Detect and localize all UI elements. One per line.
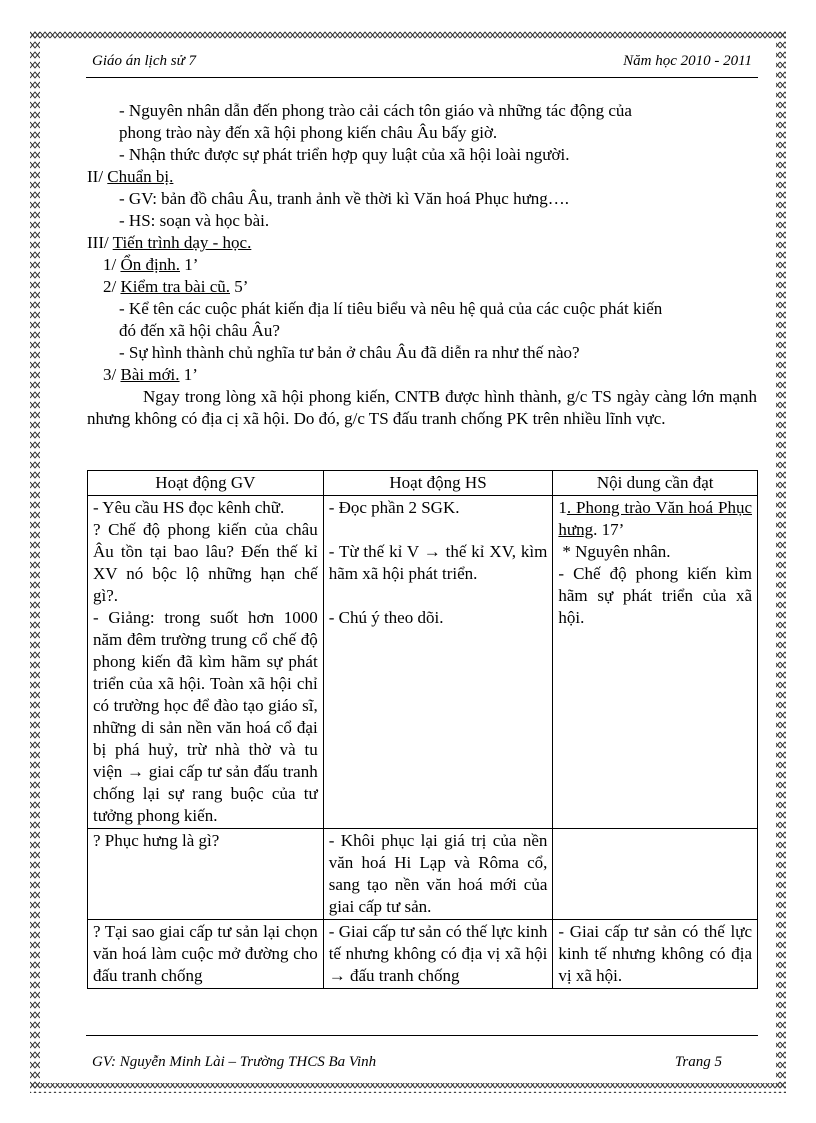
intro-line-1b: phong trào này đến xã hội phong kiến châu Âu bấy giờ. <box>119 123 498 142</box>
gv-text: ? Chế độ phong kiến của châu Âu tồn tại bao lâu? Đến thế kỉ XV nó bộc lộ những hạn chế gì?. <box>93 520 318 605</box>
footer-divider <box>86 1035 758 1036</box>
content-subheading: * Nguyên nhân. <box>562 542 671 561</box>
cell-content <box>553 920 758 989</box>
cell-student <box>323 829 553 920</box>
content-section-title <box>558 497 752 541</box>
step-2-time: 5’ <box>230 277 249 296</box>
header-teacher-activity: Hoạt động GV <box>88 471 324 496</box>
page-header <box>92 53 752 73</box>
cell-student <box>323 496 553 829</box>
section-2-gv: - GV: bản đồ châu Âu, tranh ảnh về thời kì Văn hoá Phục hưng…. <box>119 189 570 208</box>
cell-teacher <box>88 920 324 989</box>
cell-student <box>323 920 553 989</box>
step-3-title: Bài mới. <box>120 365 180 384</box>
lesson-activity-table <box>87 470 758 989</box>
step-2-title: Kiểm tra bài cũ. <box>120 277 230 296</box>
section-3-number: III/ <box>87 233 113 252</box>
content-section-number: 1 <box>558 498 567 517</box>
section-2-title: Chuẩn bị. <box>107 167 174 186</box>
gv-text: - Yêu cầu HS đọc kênh chữ. <box>93 498 285 517</box>
content-text: - Giai cấp tư sản có thế lực kinh tế nhưng không có địa vị xã hội. <box>558 922 752 985</box>
gv-text: ? Phục hưng là gì? <box>93 831 220 850</box>
step-1-title: Ổn định. <box>120 255 180 274</box>
review-question-2: - Sự hình thành chủ nghĩa tư bản ở châu Âu đã diễn ra như thế nào? <box>119 343 580 362</box>
header-school-year: Năm học 2010 - 2011 <box>623 53 752 69</box>
intro-line-1a: - Nguyên nhân dẫn đến phong trào cải cách tôn giáo và những tác động của <box>119 101 632 120</box>
table-row <box>88 920 758 989</box>
review-question-1a: - Kể tên các cuộc phát kiến địa lí tiêu biểu và nêu hệ quả của các cuộc phát kiến <box>119 299 663 318</box>
step-3-number: 3/ <box>103 365 121 384</box>
header-divider <box>86 77 758 78</box>
header-subject: Giáo án lịch sử 7 <box>92 53 197 69</box>
gv-text: ? Tại sao giai cấp tư sản lại chọn văn hoá làm cuộc mở đường cho đấu tranh chống <box>93 922 318 985</box>
content-text: - Chế độ phong kiến kìm hãm sự phát triển của xã hội. <box>558 564 752 627</box>
cell-teacher <box>88 496 324 829</box>
step-1 <box>87 254 757 276</box>
step-2-number: 2/ <box>103 277 121 296</box>
header-content: Nội dung cần đạt <box>553 471 758 496</box>
cell-content <box>553 829 758 920</box>
step-3-time: 1’ <box>179 365 198 384</box>
gv-text: - Giảng: trong suốt hơn 1000 năm đêm trường trung cổ chế độ phong kiến đã kìm hãm sự phát triển của xã hội. Toàn xã hội chỉ có trường học để đào tạo giáo sĩ, những di sản nền văn hoá cổ đại bị phá huỷ, trừ nhà thờ và tu viện → giai cấp tư sản đấu tranh chống lại sự rang buộc của tư tưởng phong kiến. <box>93 608 318 825</box>
section-2-heading <box>87 166 757 188</box>
cell-teacher <box>88 829 324 920</box>
review-question-1b: đó đến xã hội châu Âu? <box>119 321 280 340</box>
page-footer <box>92 1054 722 1071</box>
header-student-activity: Hoạt động HS <box>323 471 553 496</box>
hs-text: - Từ thế kỉ V → thế kỉ XV, kìm hãm xã hội phát triển. <box>328 542 548 583</box>
section-3-heading <box>87 232 757 254</box>
footer-author: GV: Nguyễn Minh Lài – Trường THCS Ba Vinh <box>92 1054 377 1070</box>
hs-text: - Chú ý theo dõi. <box>328 608 444 627</box>
cell-content <box>553 496 758 829</box>
section-2-number: II/ <box>87 167 108 186</box>
document-body <box>87 100 757 430</box>
intro-line-2: - Nhận thức được sự phát triển hợp quy luật của xã hội loài người. <box>119 145 570 164</box>
hs-text: - Giai cấp tư sản có thế lực kinh tế nhưng không có địa vị xã hội → đấu tranh chống <box>328 922 548 985</box>
footer-page-number: Trang 5 <box>674 1054 722 1070</box>
section-2-hs: - HS: soạn và học bài. <box>119 211 270 230</box>
table-header-row <box>88 471 758 496</box>
step-3 <box>87 364 757 386</box>
section-3-title: Tiến trình dạy - học. <box>112 233 252 252</box>
hs-text: - Đọc phần 2 SGK. <box>328 498 460 517</box>
content-section-title-text: . Phong trào Văn hoá Phục hưng <box>558 498 752 539</box>
table-row <box>88 829 758 920</box>
table-row <box>88 496 758 829</box>
step-2 <box>87 276 757 298</box>
step-1-number: 1/ <box>103 255 121 274</box>
intro-paragraph: Ngay trong lòng xã hội phong kiến, CNTB được hình thành, g/c TS ngày càng lớn mạnh nhưng không có địa cị xã hội. Do đó, g/c TS đấu tranh chống PK trên nhiều lĩnh vực. <box>87 387 757 428</box>
content-section-time: . 17’ <box>593 520 625 539</box>
hs-text: - Khôi phục lại giá trị của nền văn hoá Hi Lạp và Rôma cổ, sang tạo nền văn hoá mới của giai cấp tư sản. <box>328 831 548 916</box>
step-1-time: 1’ <box>179 255 199 274</box>
